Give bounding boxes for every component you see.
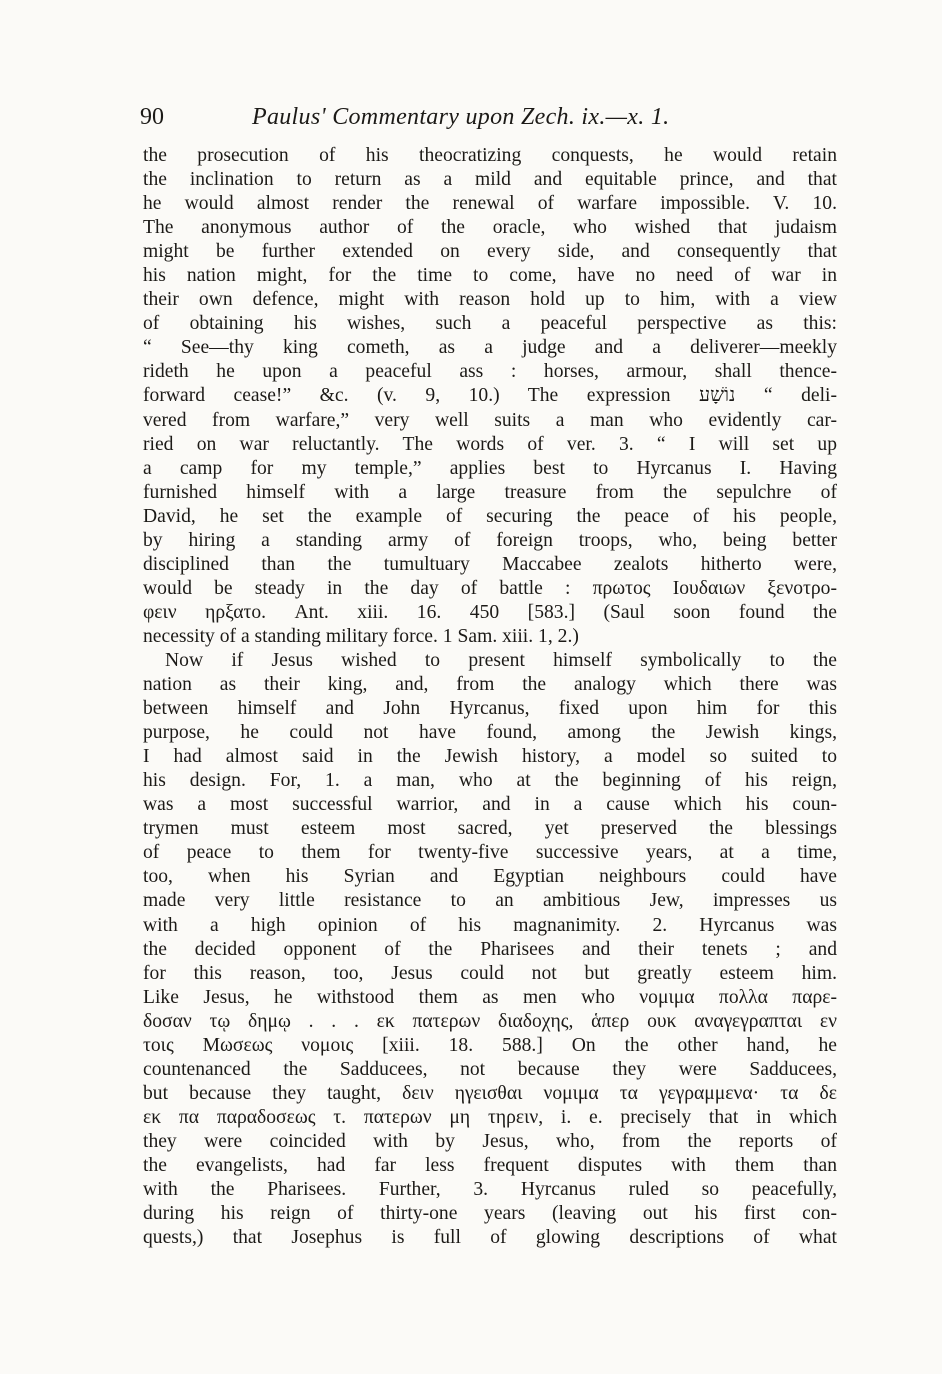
text-line: δοσαν τῳ δημῳ . . . εκ πατερων διαδοχης, ἁπερ ουκ αναγεγραπται εν <box>143 1010 837 1032</box>
text-line: the decided opponent of the Pharisees and their tenets ; and <box>143 938 837 960</box>
text-line: between himself and John Hyrcanus, fixed upon him for this <box>143 698 837 720</box>
text-line: rideth he upon a peaceful ass : horses, armour, shall thence- <box>143 361 837 383</box>
text-line: quests,) that Josephus is full of glowing descriptions of what <box>143 1227 837 1249</box>
text-line: necessity of a standing military force. 1 Sam. xiii. 1, 2.) <box>143 625 579 647</box>
page-header <box>140 104 840 138</box>
text-line: φειν ηρξατο. Ant. xiii. 16. 450 [583.] (Saul soon found the <box>143 601 837 623</box>
text-line: for this reason, too, Jesus could not but greatly esteem him. <box>143 962 837 984</box>
text-line: was a most successful warrior, and in a cause which his coun- <box>143 794 837 816</box>
text-line: might be further extended on every side, and consequently that <box>143 241 837 263</box>
text-line: the inclination to return as a mild and equitable prince, and that <box>143 169 837 191</box>
text-line: would be steady in the day of battle : πρωτος Ιουδαιων ξενοτρο- <box>143 577 837 599</box>
text-line: during his reign of thirty-one years (leaving out his first con- <box>143 1203 837 1225</box>
text-line: εκ πα παραδοσεως τ. πατερων μη τηρειν, i. e. precisely that in which <box>143 1106 837 1128</box>
text-line: Like Jesus, he withstood them as men who νομιμα πολλα παρε- <box>143 986 837 1008</box>
text-line: his design. For, 1. a man, who at the beginning of his reign, <box>143 770 837 792</box>
text-line: ried on war reluctantly. The words of ver. 3. “ I will set up <box>143 433 837 455</box>
text-line: the prosecution of his theocratizing conquests, he would retain <box>143 145 837 166</box>
text-line: but because they taught, δειν ηγεισθαι νομιμα τα γεγραμμενα· τα δε <box>143 1082 837 1104</box>
text-line: they were coincided with by Jesus, who, from the reports of <box>143 1130 837 1152</box>
text-line: by hiring a standing army of foreign troops, who, being better <box>143 529 837 551</box>
text-line: τοις Μωσεως νομοις [xiii. 18. 588.] On the other hand, he <box>143 1034 837 1056</box>
text-line: of peace to them for twenty-five successive years, at a time, <box>143 842 837 864</box>
text-line: Now if Jesus wished to present himself symbolically to the <box>165 649 837 671</box>
text-line: too, when his Syrian and Egyptian neighbours could have <box>143 866 837 888</box>
text-line: forward cease!” &c. (v. 9, 10.) The expression נוֹשָׁע “ deli- <box>143 385 837 407</box>
text-line: of obtaining his wishes, such a peaceful perspective as this: <box>143 313 837 335</box>
text-line: “ See—thy king cometh, as a judge and a deliverer—meekly <box>143 337 837 359</box>
text-line: a camp for my temple,” applies best to Hyrcanus I. Having <box>143 457 837 479</box>
text-line: furnished himself with a large treasure from the sepulchre of <box>143 481 837 503</box>
text-line: purpose, he could not have found, among the Jewish kings, <box>143 722 837 744</box>
text-line: his nation might, for the time to come, have no need of war in <box>143 265 837 287</box>
text-line: the evangelists, had far less frequent disputes with them than <box>143 1154 837 1176</box>
text-line: countenanced the Sadducees, not because they were Sadducees, <box>143 1058 837 1080</box>
text-line: disciplined than the tumultuary Maccabee zealots hitherto were, <box>143 553 837 575</box>
text-line: David, he set the example of securing the peace of his people, <box>143 505 837 527</box>
text-line: made very little resistance to an ambitious Jew, impresses us <box>143 890 837 912</box>
text-line: their own defence, might with reason hold up to him, with a view <box>143 289 837 311</box>
text-line: trymen must esteem most sacred, yet preserved the blessings <box>143 818 837 840</box>
page-number: 90 <box>140 104 164 130</box>
running-title: Paulus' Commentary upon Zech. ix.—x. 1. <box>252 104 670 130</box>
text-line: with a high opinion of his magnanimity. 2. Hyrcanus was <box>143 914 837 936</box>
text-line: nation as their king, and, from the analogy which there was <box>143 674 837 696</box>
text-line: he would almost render the renewal of warfare impossible. V. 10. <box>143 193 837 215</box>
text-line: The anonymous author of the oracle, who wished that judaism <box>143 217 837 239</box>
text-line: I had almost said in the Jewish history, a model so suited to <box>143 746 837 768</box>
text-line: vered from warfare,” very well suits a man who evidently car- <box>143 409 837 431</box>
body-text <box>143 144 837 1250</box>
text-line: with the Pharisees. Further, 3. Hyrcanus ruled so peacefully, <box>143 1179 837 1201</box>
